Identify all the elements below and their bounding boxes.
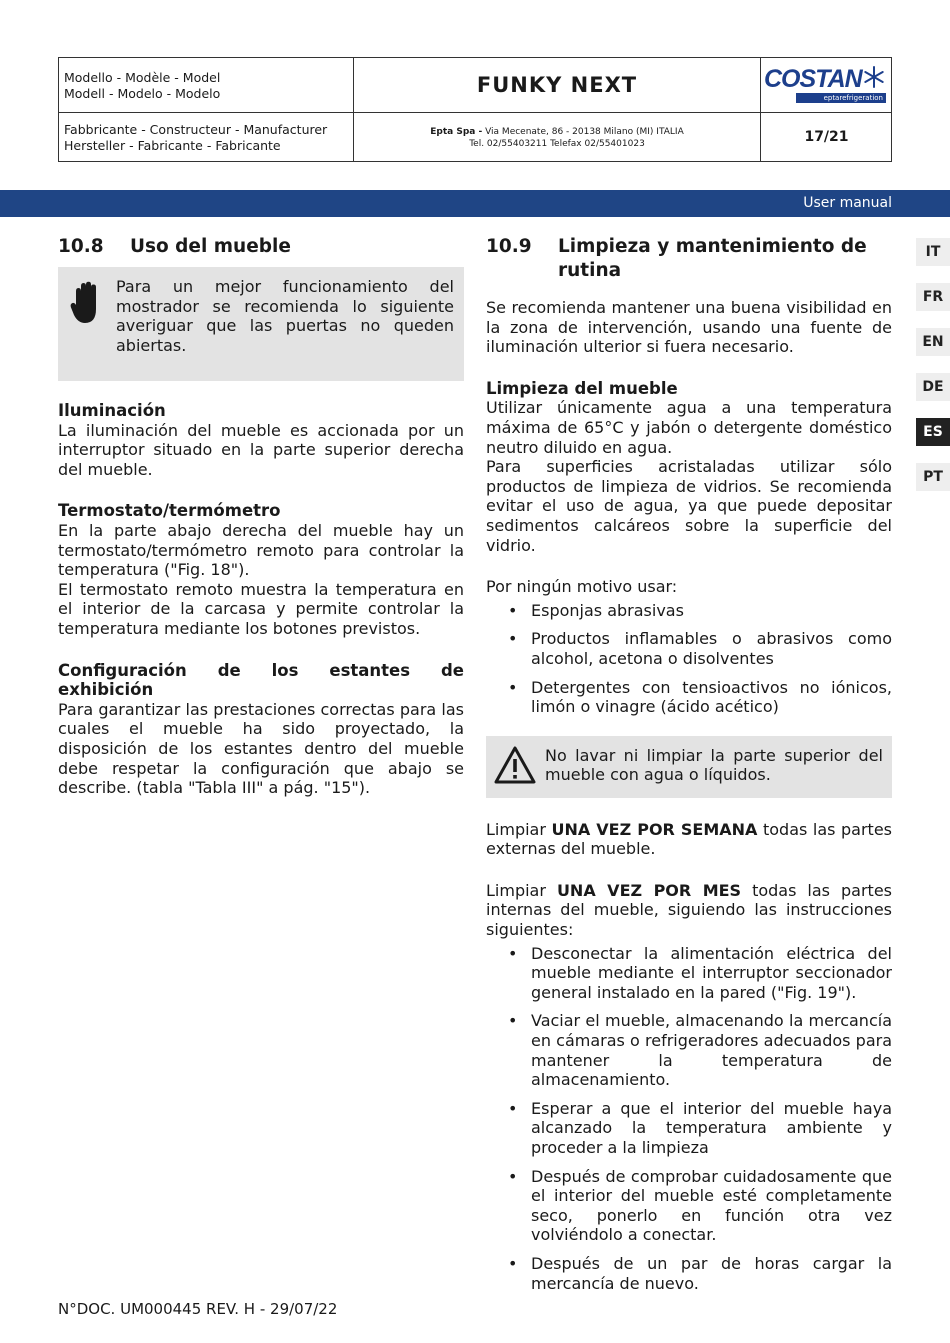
list-item: • Esponjas abrasivas <box>486 601 892 621</box>
list-item: • Después de comprobar cuidadosamente que el interior del mueble esté completamente seco, ponerlo en función otra vez volviéndolo a conectar. <box>486 1167 892 1245</box>
weekly-cleaning-text: Limpiar UNA VEZ POR SEMANA todas las partes externas del mueble. <box>486 819 893 859</box>
usage-note <box>58 267 464 381</box>
shelf-config-text: Para garantizar las prestaciones correctas para las cuales el mueble ha sido proyectado, la disposición de los estantes dentro del mueble debe respetar la configuración que abajo se describe. (tabla "Tabla III" a pág. "15"). <box>58 699 464 798</box>
phone-text: Tel. 02/55403211 Telefax 02/55401023 <box>469 139 645 149</box>
warning-note <box>486 736 892 798</box>
manufacturer-label-line-2: Hersteller - Fabricante - Fabricante <box>64 138 281 153</box>
never-use-list <box>486 601 892 717</box>
list-item: • Desconectar la alimentación eléctrica del mueble mediante el interruptor seccionador general instalado en la pared ("Fig. 19"). <box>486 944 892 1003</box>
list-item: • Esperar a que el interior del mueble haya alcanzado la temperatura ambiente y proceder a la limpieza <box>486 1099 892 1158</box>
shelf-config-heading: Configuración de los estantes de exhibición <box>58 660 464 700</box>
cabinet-cleaning-text-2: Para superficies acristaladas utilizar sólo productos de limpieza de vidrios. Se recomienda evitar el uso de agua, ya que puede depositar sedimentos calcáreos sobre la superficie del vidrio. <box>486 457 892 555</box>
monthly-frequency: UNA VEZ POR MES <box>556 880 742 900</box>
manufacturer-label-line-1: Fabbricante - Constructeur - Manufacturer <box>64 122 328 137</box>
tab-lang-pt[interactable]: PT <box>916 463 950 491</box>
list-item: • Detergentes con tensioactivos no iónicos, limón o vinagre (ácido acético) <box>486 678 892 717</box>
list-item: • Productos inflamables o abrasivos como alcohol, acetona o disolventes <box>486 629 892 668</box>
model-label <box>64 70 349 102</box>
hand-stop-icon <box>70 281 102 325</box>
logo-wordmark: COSTAN <box>764 65 862 93</box>
document-number: N°DOC. UM000445 REV. H - 29/07/22 <box>58 1300 338 1318</box>
warning-text: No lavar ni limpiar la parte superior del mueble con agua o líquidos. <box>545 745 883 785</box>
warning-icon <box>494 746 536 784</box>
model-label-line-2: Modell - Modelo - Modelo <box>64 86 221 101</box>
never-use-heading: Por ningún motivo usar: <box>486 577 678 597</box>
user-manual-label: User manual <box>803 195 892 211</box>
section-heading-10-8 <box>58 235 464 259</box>
tab-lang-fr[interactable]: FR <box>916 283 950 311</box>
costan-logo <box>764 63 886 105</box>
tab-lang-de[interactable]: DE <box>916 373 950 401</box>
list-item: • Vaciar el mueble, almacenando la mercancía en cámaras o refrigeradores adecuados para mantener la temperatura de almacenamiento. <box>486 1011 892 1089</box>
address-text: Via Mecenate, 86 - 20138 Milano (MI) ITALIA <box>485 127 684 137</box>
section-heading-10-9 <box>486 235 892 283</box>
product-name: FUNKY NEXT <box>476 73 638 97</box>
section-number: 10.8 <box>58 236 104 257</box>
manual-band <box>0 190 950 217</box>
monthly-cleaning-text: Limpiar UNA VEZ POR MES todas las partes internas del mueble, siguiendo las instrucciones siguientes: <box>486 880 892 940</box>
tab-lang-en[interactable]: EN <box>916 328 950 356</box>
thermostat-text-1: En la parte abajo derecha del mueble hay un termostato/termómetro remoto para controlar la temperatura ("Fig. 18"). <box>58 520 464 580</box>
language-tabs <box>916 238 950 508</box>
cleaning-intro: Se recomienda mantener una buena visibilidad en la zona de intervención, usando una fuente de iluminación ulterior si fuera necesario. <box>486 298 892 357</box>
lighting-heading: Iluminación <box>58 401 166 420</box>
cabinet-cleaning-heading: Limpieza del mueble <box>486 378 678 398</box>
tab-lang-it[interactable]: IT <box>916 238 950 266</box>
snowflake-icon <box>863 66 885 88</box>
lighting-text: La iluminación del mueble es accionada por un interruptor situado en la parte superior derecha del mueble. <box>58 420 464 479</box>
section-title: Uso del mueble <box>130 236 291 257</box>
section-title: Limpieza y mantenimiento de rutina <box>558 236 867 281</box>
left-column <box>58 235 464 798</box>
list-item: • Después de un par de horas cargar la mercancía de nuevo. <box>486 1254 892 1293</box>
company-name: Epta Spa - <box>430 127 483 137</box>
thermostat-heading: Termostato/termómetro <box>58 501 281 521</box>
manufacturer-label <box>64 122 349 154</box>
section-number: 10.9 <box>486 236 532 257</box>
cabinet-cleaning-text-1: Utilizar únicamente agua a una temperatura máxima de 65°C y jabón o detergente doméstico neutro diluido en agua. <box>486 398 892 457</box>
note-text: Para un mejor funcionamiento del mostrador se recomienda lo siguiente averiguar que las puertas no queden abiertas. <box>116 277 454 355</box>
thermostat-text-2: El termostato remoto muestra la temperatura en el interior de la carcasa y permite controlar la temperatura mediante los botones previstos. <box>58 579 464 638</box>
right-column <box>486 235 892 1293</box>
weekly-frequency: UNA VEZ POR SEMANA <box>551 819 758 839</box>
model-label-line-1: Modello - Modèle - Model <box>64 70 221 85</box>
manufacturer-address <box>354 126 760 150</box>
tab-lang-es[interactable]: ES <box>916 418 950 446</box>
logo-subtitle: eptarefrigeration <box>796 93 886 103</box>
page-number: 17/21 <box>804 129 849 145</box>
cleaning-steps-list <box>486 944 892 1294</box>
